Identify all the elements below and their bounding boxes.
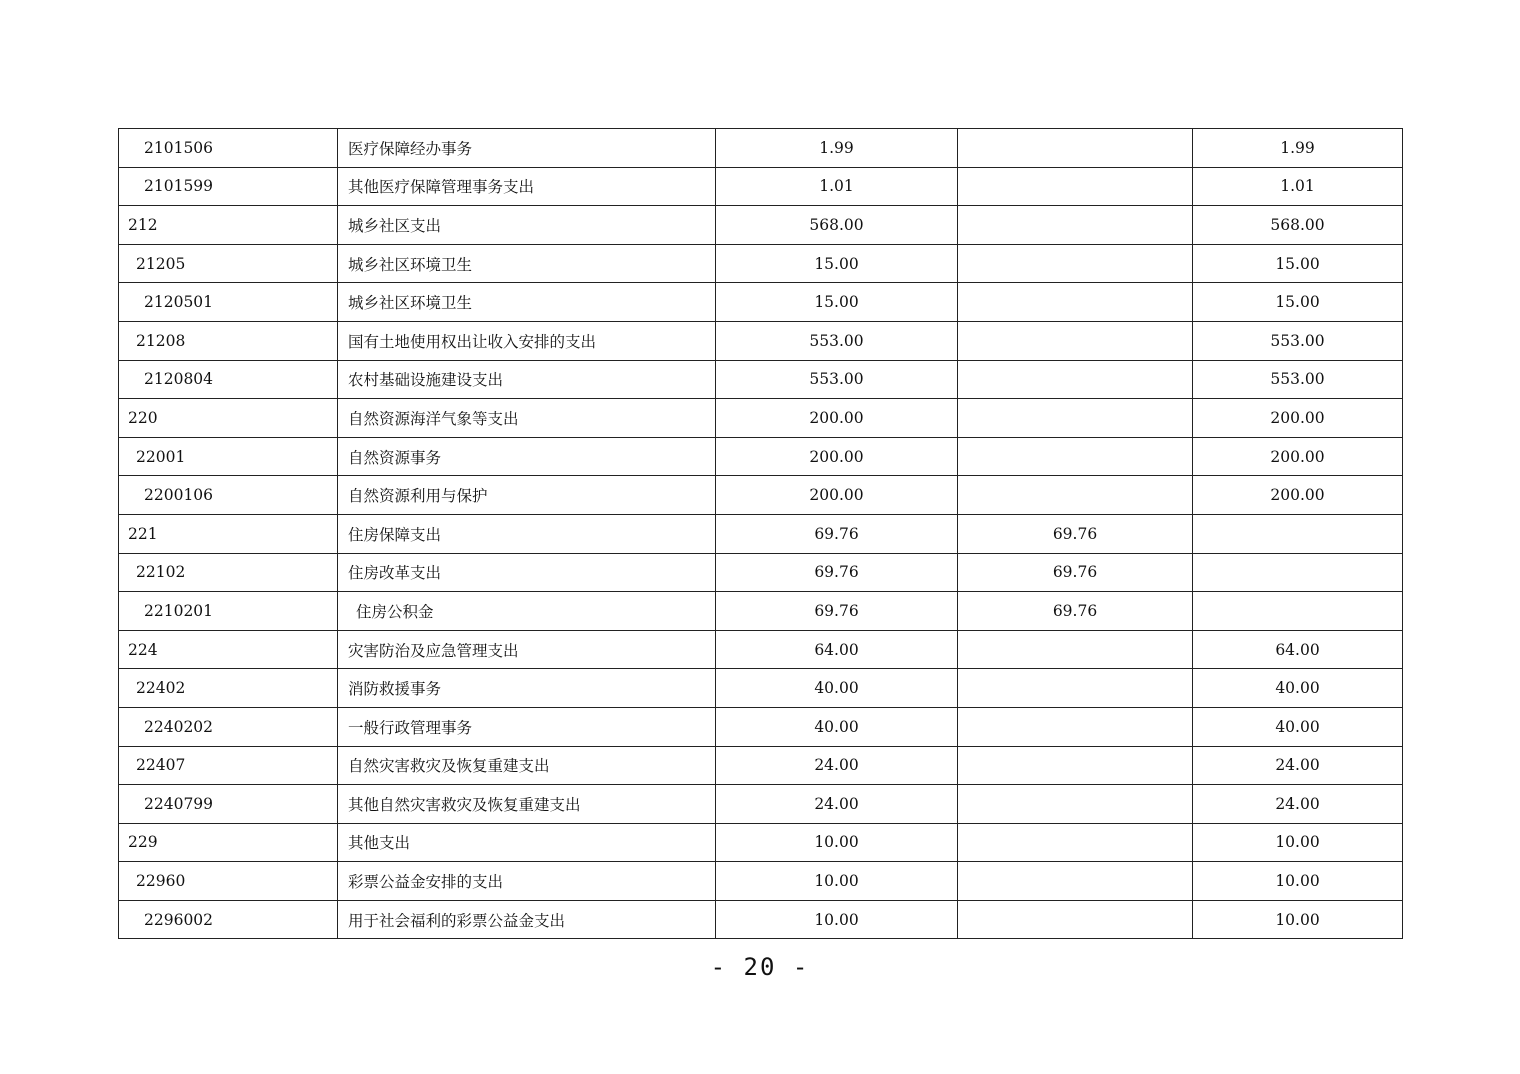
- subject-name: 农村基础设施建设支出: [348, 371, 504, 390]
- total-amount: 10.00: [716, 823, 958, 862]
- subject-code-cell: [119, 476, 338, 515]
- project-expenditure-amount: 10.00: [1193, 900, 1403, 939]
- subject-code: 22402: [136, 679, 186, 698]
- table-row: [119, 206, 1403, 245]
- subject-name-cell: [338, 167, 716, 206]
- subject-name-cell: [338, 360, 716, 399]
- table-row: [119, 862, 1403, 901]
- project-expenditure-amount: 64.00: [1193, 630, 1403, 669]
- basic-expenditure-amount: [958, 244, 1193, 283]
- subject-name-cell: [338, 283, 716, 322]
- subject-name-cell: [338, 129, 716, 168]
- project-expenditure-amount: 10.00: [1193, 862, 1403, 901]
- basic-expenditure-amount: 69.76: [958, 514, 1193, 553]
- total-amount: 64.00: [716, 630, 958, 669]
- total-amount: 69.76: [716, 553, 958, 592]
- table-row: [119, 360, 1403, 399]
- subject-name-cell: [338, 514, 716, 553]
- total-amount: 553.00: [716, 321, 958, 360]
- subject-name-cell: [338, 630, 716, 669]
- subject-code-cell: [119, 553, 338, 592]
- basic-expenditure-amount: [958, 399, 1193, 438]
- table-row: [119, 630, 1403, 669]
- total-amount: 40.00: [716, 707, 958, 746]
- subject-code: 2210201: [144, 601, 214, 620]
- subject-code: 22102: [136, 563, 186, 582]
- subject-code: 2120501: [144, 293, 214, 312]
- subject-code: 220: [128, 408, 158, 427]
- project-expenditure-amount: 15.00: [1193, 244, 1403, 283]
- subject-name: 一般行政管理事务: [348, 718, 473, 737]
- project-expenditure-amount: [1193, 553, 1403, 592]
- total-amount: 200.00: [716, 476, 958, 515]
- subject-code-cell: [119, 360, 338, 399]
- subject-code: 21205: [136, 254, 186, 273]
- total-amount: 15.00: [716, 283, 958, 322]
- subject-name: 住房改革支出: [348, 564, 442, 583]
- table-row: [119, 900, 1403, 939]
- subject-code: 224: [128, 640, 158, 659]
- subject-code: 2120804: [144, 370, 214, 389]
- basic-expenditure-amount: [958, 129, 1193, 168]
- subject-name-cell: [338, 592, 716, 631]
- subject-code-cell: [119, 900, 338, 939]
- table-row: [119, 785, 1403, 824]
- subject-name: 国有土地使用权出让收入安排的支出: [348, 332, 597, 351]
- project-expenditure-amount: [1193, 592, 1403, 631]
- subject-name: 城乡社区支出: [348, 216, 442, 235]
- subject-name: 自然灾害救灾及恢复重建支出: [348, 757, 550, 776]
- subject-name-cell: [338, 746, 716, 785]
- total-amount: 1.99: [716, 129, 958, 168]
- project-expenditure-amount: 200.00: [1193, 437, 1403, 476]
- subject-code-cell: [119, 862, 338, 901]
- project-expenditure-amount: 553.00: [1193, 360, 1403, 399]
- subject-code-cell: [119, 167, 338, 206]
- subject-code-cell: [119, 399, 338, 438]
- project-expenditure-amount: 553.00: [1193, 321, 1403, 360]
- subject-code-cell: [119, 746, 338, 785]
- subject-code: 2101506: [144, 138, 214, 157]
- project-expenditure-amount: 200.00: [1193, 476, 1403, 515]
- subject-name: 城乡社区环境卫生: [348, 255, 473, 274]
- subject-code: 229: [128, 833, 158, 852]
- subject-code-cell: [119, 785, 338, 824]
- total-amount: 553.00: [716, 360, 958, 399]
- subject-name-cell: [338, 900, 716, 939]
- subject-name-cell: [338, 823, 716, 862]
- subject-name: 其他自然灾害救灾及恢复重建支出: [348, 795, 581, 814]
- subject-name: 住房保障支出: [348, 525, 442, 544]
- project-expenditure-amount: 10.00: [1193, 823, 1403, 862]
- subject-code-cell: [119, 206, 338, 245]
- project-expenditure-amount: 200.00: [1193, 399, 1403, 438]
- subject-name: 其他医疗保障管理事务支出: [348, 178, 535, 197]
- total-amount: 200.00: [716, 437, 958, 476]
- project-expenditure-amount: [1193, 514, 1403, 553]
- basic-expenditure-amount: [958, 476, 1193, 515]
- table-row: [119, 129, 1403, 168]
- subject-code-cell: [119, 437, 338, 476]
- subject-name: 自然资源事务: [348, 448, 442, 467]
- project-expenditure-amount: 1.01: [1193, 167, 1403, 206]
- table-row: [119, 399, 1403, 438]
- total-amount: 1.01: [716, 167, 958, 206]
- table-row: [119, 553, 1403, 592]
- subject-code: 22407: [136, 756, 186, 775]
- table-row: [119, 283, 1403, 322]
- subject-name-cell: [338, 862, 716, 901]
- basic-expenditure-amount: [958, 823, 1193, 862]
- subject-code-cell: [119, 592, 338, 631]
- total-amount: 24.00: [716, 785, 958, 824]
- basic-expenditure-amount: [958, 360, 1193, 399]
- basic-expenditure-amount: [958, 746, 1193, 785]
- table-row: [119, 244, 1403, 283]
- budget-table-body: [119, 129, 1403, 939]
- subject-code-cell: [119, 707, 338, 746]
- subject-code-cell: [119, 244, 338, 283]
- project-expenditure-amount: 15.00: [1193, 283, 1403, 322]
- basic-expenditure-amount: [958, 206, 1193, 245]
- basic-expenditure-amount: [958, 862, 1193, 901]
- subject-name: 其他支出: [348, 834, 411, 853]
- subject-name-cell: [338, 437, 716, 476]
- basic-expenditure-amount: [958, 283, 1193, 322]
- budget-table: [118, 128, 1403, 939]
- subject-code: 212: [128, 215, 158, 234]
- subject-code: 2200106: [144, 486, 214, 505]
- project-expenditure-amount: 1.99: [1193, 129, 1403, 168]
- total-amount: 568.00: [716, 206, 958, 245]
- subject-name-cell: [338, 399, 716, 438]
- subject-code: 22960: [136, 872, 186, 891]
- subject-name-cell: [338, 321, 716, 360]
- subject-name-cell: [338, 553, 716, 592]
- subject-code-cell: [119, 669, 338, 708]
- table-row: [119, 514, 1403, 553]
- subject-name-cell: [338, 206, 716, 245]
- subject-code-cell: [119, 283, 338, 322]
- subject-name: 住房公积金: [356, 602, 434, 621]
- project-expenditure-amount: 568.00: [1193, 206, 1403, 245]
- table-row: [119, 823, 1403, 862]
- project-expenditure-amount: 24.00: [1193, 785, 1403, 824]
- table-row: [119, 592, 1403, 631]
- total-amount: 40.00: [716, 669, 958, 708]
- subject-code-cell: [119, 129, 338, 168]
- subject-name: 灾害防治及应急管理支出: [348, 641, 519, 660]
- subject-code: 2296002: [144, 910, 214, 929]
- subject-name-cell: [338, 669, 716, 708]
- subject-name: 自然资源利用与保护: [348, 487, 488, 506]
- subject-name-cell: [338, 785, 716, 824]
- basic-expenditure-amount: [958, 437, 1193, 476]
- total-amount: 200.00: [716, 399, 958, 438]
- basic-expenditure-amount: [958, 321, 1193, 360]
- table-row: [119, 746, 1403, 785]
- basic-expenditure-amount: [958, 630, 1193, 669]
- subject-name: 城乡社区环境卫生: [348, 294, 473, 313]
- basic-expenditure-amount: [958, 900, 1193, 939]
- subject-name: 用于社会福利的彩票公益金支出: [348, 911, 566, 930]
- table-row: [119, 321, 1403, 360]
- subject-name-cell: [338, 244, 716, 283]
- subject-code: 22001: [136, 447, 186, 466]
- page-number: - 20 -: [710, 953, 810, 981]
- subject-code-cell: [119, 321, 338, 360]
- subject-code-cell: [119, 514, 338, 553]
- subject-name: 自然资源海洋气象等支出: [348, 409, 519, 428]
- project-expenditure-amount: 24.00: [1193, 746, 1403, 785]
- basic-expenditure-amount: [958, 669, 1193, 708]
- total-amount: 69.76: [716, 592, 958, 631]
- project-expenditure-amount: 40.00: [1193, 707, 1403, 746]
- total-amount: 10.00: [716, 862, 958, 901]
- table-row: [119, 669, 1403, 708]
- basic-expenditure-amount: [958, 707, 1193, 746]
- subject-code: 2101599: [144, 177, 214, 196]
- subject-name: 彩票公益金安排的支出: [348, 873, 504, 892]
- table-row: [119, 707, 1403, 746]
- basic-expenditure-amount: [958, 167, 1193, 206]
- subject-code-cell: [119, 630, 338, 669]
- basic-expenditure-amount: 69.76: [958, 592, 1193, 631]
- subject-name-cell: [338, 476, 716, 515]
- subject-code: 221: [128, 524, 158, 543]
- total-amount: 15.00: [716, 244, 958, 283]
- subject-name-cell: [338, 707, 716, 746]
- subject-code: 2240202: [144, 717, 214, 736]
- subject-code: 2240799: [144, 794, 214, 813]
- subject-code-cell: [119, 823, 338, 862]
- subject-code: 21208: [136, 331, 186, 350]
- table-row: [119, 476, 1403, 515]
- total-amount: 69.76: [716, 514, 958, 553]
- basic-expenditure-amount: 69.76: [958, 553, 1193, 592]
- total-amount: 24.00: [716, 746, 958, 785]
- basic-expenditure-amount: [958, 785, 1193, 824]
- project-expenditure-amount: 40.00: [1193, 669, 1403, 708]
- table-row: [119, 437, 1403, 476]
- table-row: [119, 167, 1403, 206]
- total-amount: 10.00: [716, 900, 958, 939]
- subject-name: 医疗保障经办事务: [348, 139, 473, 158]
- subject-name: 消防救援事务: [348, 680, 442, 699]
